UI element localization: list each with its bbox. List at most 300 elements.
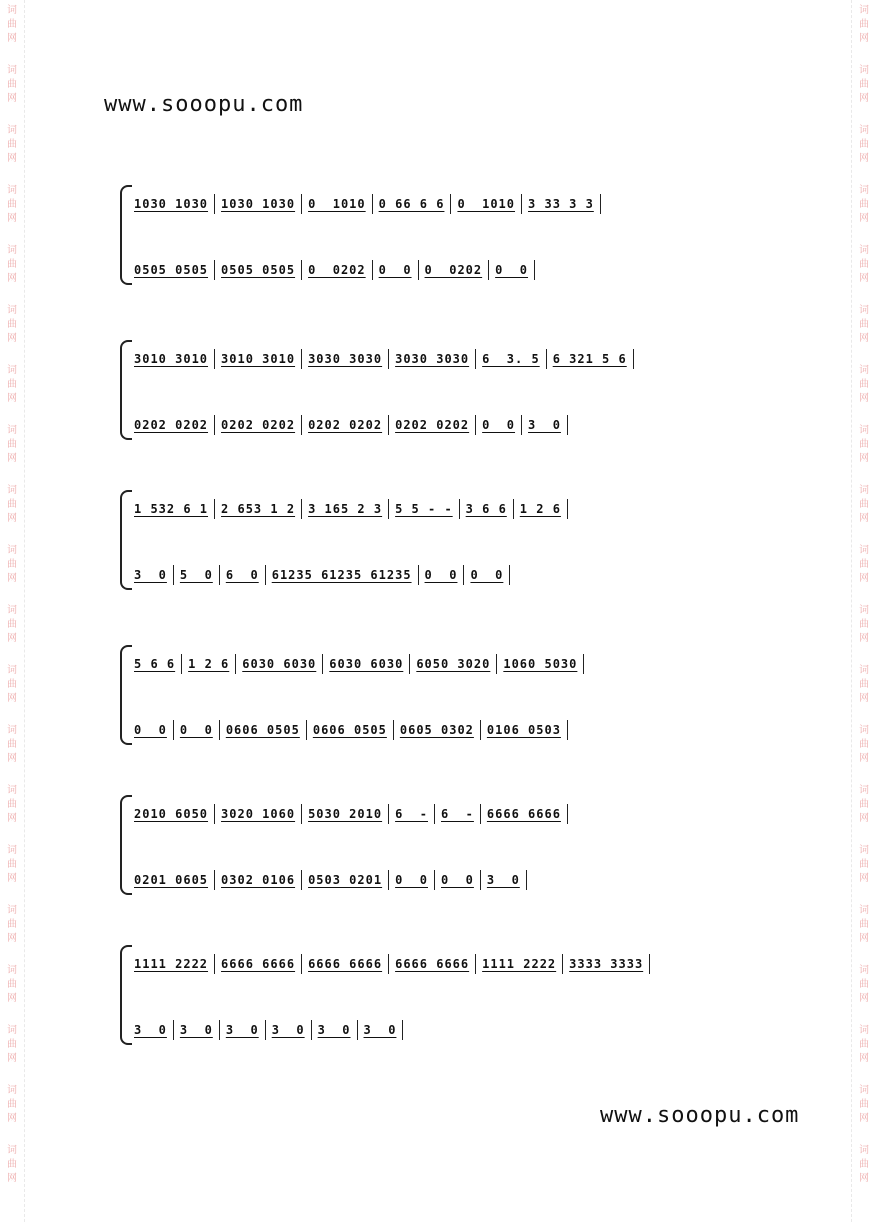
measure: 3333 3333 — [569, 957, 644, 971]
watermark-mark — [7, 844, 17, 886]
watermark-char: 词 — [859, 845, 869, 856]
watermark-char: 词 — [7, 605, 17, 616]
watermark-char: 曲 — [7, 619, 17, 630]
measure: 1 532 6 1 — [134, 502, 209, 516]
system-brace — [120, 795, 132, 895]
system-brace — [120, 490, 132, 590]
watermark-char: 词 — [859, 965, 869, 976]
watermark-char: 曲 — [7, 1039, 17, 1050]
watermark-char: 网 — [859, 333, 869, 344]
watermark-mark — [859, 484, 869, 526]
watermark-mark — [859, 64, 869, 106]
watermark-mark — [859, 544, 869, 586]
watermark-char: 曲 — [7, 259, 17, 270]
upper-part-line — [134, 348, 770, 370]
barline — [567, 804, 568, 824]
lower-part-line — [134, 259, 770, 281]
barline — [235, 654, 236, 674]
barline — [534, 260, 535, 280]
barline — [521, 194, 522, 214]
barline — [388, 804, 389, 824]
measure: 0 0 — [424, 568, 458, 582]
watermark-char: 曲 — [7, 859, 17, 870]
watermark-char: 词 — [7, 5, 17, 16]
measure: 0 1010 — [308, 197, 366, 211]
watermark-char: 网 — [859, 693, 869, 704]
barline — [214, 954, 215, 974]
score-system — [120, 185, 770, 285]
measure: 6050 3020 — [416, 657, 491, 671]
upper-part-line — [134, 653, 770, 675]
measure: 5 6 6 — [134, 657, 176, 671]
watermark-char: 曲 — [7, 1159, 17, 1170]
upper-part-line — [134, 193, 770, 215]
barline — [388, 870, 389, 890]
left-watermark-column — [0, 0, 25, 1222]
measure: 0 0202 — [424, 263, 483, 277]
measure: 3030 3030 — [308, 352, 383, 366]
measure: 0505 0505 — [134, 263, 209, 277]
measure: 2 653 1 2 — [221, 502, 296, 516]
watermark-char: 词 — [859, 725, 869, 736]
measure: 1060 5030 — [503, 657, 578, 671]
watermark-char: 曲 — [7, 199, 17, 210]
measure: 6666 6666 — [221, 957, 296, 971]
barline — [567, 415, 568, 435]
watermark-char: 词 — [859, 485, 869, 496]
measure: 0606 0505 — [225, 723, 300, 737]
watermark-mark — [7, 964, 17, 1006]
barline — [567, 499, 568, 519]
lower-part-line — [134, 869, 770, 891]
watermark-mark — [859, 244, 869, 286]
watermark-char: 网 — [859, 993, 869, 1004]
watermark-char: 曲 — [859, 559, 869, 570]
watermark-char: 网 — [859, 273, 869, 284]
watermark-mark — [7, 364, 17, 406]
watermark-char: 曲 — [7, 979, 17, 990]
barline — [372, 194, 373, 214]
watermark-char: 词 — [7, 965, 17, 976]
watermark-char: 网 — [859, 33, 869, 44]
barline — [388, 954, 389, 974]
barline — [372, 260, 373, 280]
measure: 2010 6050 — [134, 807, 209, 821]
watermark-char: 曲 — [859, 79, 869, 90]
watermark-mark — [7, 604, 17, 646]
watermark-char: 曲 — [859, 439, 869, 450]
measure: 6 - — [395, 807, 428, 821]
measure: 1 2 6 — [188, 657, 230, 671]
upper-part-line — [134, 953, 770, 975]
barline — [402, 1020, 403, 1040]
measure: 3 0 — [363, 1023, 397, 1037]
watermark-char: 词 — [7, 545, 17, 556]
watermark-char: 词 — [7, 665, 17, 676]
watermark-char: 曲 — [7, 679, 17, 690]
watermark-char: 网 — [7, 453, 17, 464]
watermark-char: 网 — [7, 333, 17, 344]
barline — [301, 260, 302, 280]
watermark-char: 词 — [7, 365, 17, 376]
measure: 6 321 5 6 — [552, 352, 627, 366]
watermark-char: 网 — [7, 873, 17, 884]
watermark-char: 词 — [859, 245, 869, 256]
watermark-char: 词 — [859, 605, 869, 616]
watermark-char: 词 — [859, 1145, 869, 1156]
watermark-char: 词 — [7, 1025, 17, 1036]
watermark-char: 词 — [7, 185, 17, 196]
site-url-bottom[interactable]: www.sooopu.com — [600, 1103, 800, 1128]
watermark-char: 网 — [7, 933, 17, 944]
measure: 3 6 6 — [465, 502, 507, 516]
measure: 0201 0605 — [134, 873, 209, 887]
watermark-char: 曲 — [7, 739, 17, 750]
watermark-char: 词 — [7, 485, 17, 496]
watermark-char: 词 — [7, 305, 17, 316]
watermark-char: 网 — [7, 1113, 17, 1124]
watermark-char: 曲 — [7, 439, 17, 450]
watermark-mark — [859, 904, 869, 946]
watermark-char: 网 — [859, 1113, 869, 1124]
measure: 3 0 — [179, 1023, 213, 1037]
barline — [450, 194, 451, 214]
watermark-char: 词 — [7, 1145, 17, 1156]
watermark-char: 曲 — [7, 79, 17, 90]
barline — [649, 954, 650, 974]
watermark-char: 词 — [859, 305, 869, 316]
watermark-char: 词 — [859, 185, 869, 196]
watermark-char: 曲 — [7, 559, 17, 570]
barline — [301, 804, 302, 824]
system-brace — [120, 185, 132, 285]
measure: 6 3. 5 — [482, 352, 540, 366]
measure: 3030 3030 — [395, 352, 470, 366]
watermark-mark — [859, 844, 869, 886]
barline — [488, 260, 489, 280]
barline — [219, 565, 220, 585]
upper-part-line — [134, 498, 770, 520]
measure: 0505 0505 — [221, 263, 296, 277]
barline — [434, 804, 435, 824]
measure: 0605 0302 — [399, 723, 474, 737]
lower-part-line — [134, 414, 770, 436]
watermark-mark — [859, 664, 869, 706]
score-system — [120, 795, 770, 895]
barline — [181, 654, 182, 674]
watermark-char: 网 — [7, 513, 17, 524]
lower-part-line — [134, 1019, 770, 1041]
barline — [521, 415, 522, 435]
barline — [418, 565, 419, 585]
watermark-char: 曲 — [7, 499, 17, 510]
watermark-mark — [7, 304, 17, 346]
measure: 61235 61235 61235 — [271, 568, 412, 582]
watermark-char: 曲 — [859, 619, 869, 630]
barline — [311, 1020, 312, 1040]
watermark-char: 曲 — [7, 1099, 17, 1110]
measure: 0 0 — [134, 723, 167, 737]
watermark-char: 词 — [7, 425, 17, 436]
watermark-char: 曲 — [859, 919, 869, 930]
barline — [475, 349, 476, 369]
watermark-mark — [7, 424, 17, 466]
measure: 1030 1030 — [134, 197, 209, 211]
watermark-char: 词 — [7, 785, 17, 796]
watermark-mark — [859, 364, 869, 406]
watermark-char: 曲 — [859, 979, 869, 990]
barline — [434, 870, 435, 890]
watermark-char: 词 — [859, 785, 869, 796]
watermark-char: 曲 — [859, 739, 869, 750]
watermark-char: 曲 — [859, 499, 869, 510]
watermark-mark — [7, 724, 17, 766]
measure: 0 1010 — [457, 197, 516, 211]
barline — [219, 720, 220, 740]
barline — [600, 194, 601, 214]
watermark-char: 网 — [7, 1053, 17, 1064]
measure: 0 0 — [495, 263, 529, 277]
watermark-mark — [7, 904, 17, 946]
measure: 0202 0202 — [134, 418, 209, 432]
score-system — [120, 945, 770, 1045]
barline — [214, 415, 215, 435]
barline — [322, 654, 323, 674]
system-brace — [120, 945, 132, 1045]
barline — [301, 870, 302, 890]
watermark-char: 曲 — [859, 259, 869, 270]
watermark-mark — [7, 244, 17, 286]
watermark-mark — [7, 124, 17, 166]
barline — [301, 954, 302, 974]
measure: 3 0 — [528, 418, 561, 432]
watermark-char: 网 — [7, 213, 17, 224]
watermark-char: 词 — [859, 425, 869, 436]
watermark-char: 网 — [7, 993, 17, 1004]
watermark-char: 词 — [859, 665, 869, 676]
measure: 6 0 — [225, 568, 259, 582]
watermark-mark — [859, 1144, 869, 1186]
measure: 1111 2222 — [134, 957, 209, 971]
measure: 0 0 — [395, 873, 428, 887]
watermark-char: 词 — [859, 365, 869, 376]
watermark-char: 网 — [7, 693, 17, 704]
watermark-char: 网 — [859, 873, 869, 884]
barline — [173, 720, 174, 740]
watermark-char: 网 — [859, 1173, 869, 1184]
barline — [219, 1020, 220, 1040]
barline — [214, 499, 215, 519]
watermark-char: 曲 — [7, 139, 17, 150]
measure: 6030 6030 — [242, 657, 317, 671]
watermark-mark — [859, 1024, 869, 1066]
measure: 0302 0106 — [221, 873, 296, 887]
measure: 6666 6666 — [308, 957, 383, 971]
barline — [480, 720, 481, 740]
watermark-char: 网 — [7, 393, 17, 404]
measure: 3020 1060 — [221, 807, 296, 821]
measure: 6 - — [441, 807, 474, 821]
barline — [475, 415, 476, 435]
measure: 0202 0202 — [308, 418, 383, 432]
barline — [357, 1020, 358, 1040]
watermark-char: 曲 — [859, 1039, 869, 1050]
measure: 6666 6666 — [395, 957, 470, 971]
watermark-char: 词 — [859, 65, 869, 76]
watermark-char: 曲 — [859, 859, 869, 870]
barline — [562, 954, 563, 974]
measure: 0606 0505 — [312, 723, 387, 737]
barline — [526, 870, 527, 890]
site-url-top[interactable]: www.sooopu.com — [104, 92, 304, 117]
barline — [214, 804, 215, 824]
watermark-mark — [859, 4, 869, 46]
barline — [480, 804, 481, 824]
measure: 0202 0202 — [221, 418, 296, 432]
watermark-mark — [7, 1144, 17, 1186]
barline — [475, 954, 476, 974]
measure: 0 0 — [378, 263, 412, 277]
watermark-mark — [859, 304, 869, 346]
barline — [306, 720, 307, 740]
watermark-char: 词 — [859, 1085, 869, 1096]
watermark-mark — [859, 964, 869, 1006]
barline — [480, 870, 481, 890]
watermark-char: 网 — [859, 573, 869, 584]
watermark-char: 网 — [7, 153, 17, 164]
watermark-char: 词 — [7, 245, 17, 256]
measure: 3 0 — [317, 1023, 351, 1037]
watermark-char: 网 — [859, 813, 869, 824]
barline — [509, 565, 510, 585]
lower-part-line — [134, 564, 770, 586]
barline — [388, 349, 389, 369]
barline — [301, 194, 302, 214]
measure: 0106 0503 — [486, 723, 561, 737]
watermark-char: 网 — [7, 813, 17, 824]
watermark-char: 网 — [859, 753, 869, 764]
watermark-char: 曲 — [859, 1099, 869, 1110]
measure: 5 5 - - — [395, 502, 453, 516]
measure: 3 0 — [271, 1023, 305, 1037]
upper-part-line — [134, 803, 770, 825]
score-system — [120, 490, 770, 590]
watermark-mark — [7, 64, 17, 106]
barline — [265, 1020, 266, 1040]
watermark-mark — [7, 784, 17, 826]
watermark-char: 词 — [7, 125, 17, 136]
watermark-char: 网 — [859, 393, 869, 404]
barline — [214, 349, 215, 369]
watermark-char: 曲 — [7, 919, 17, 930]
measure: 1030 1030 — [221, 197, 296, 211]
watermark-char: 曲 — [859, 139, 869, 150]
measure: 0 0 — [179, 723, 213, 737]
watermark-char: 网 — [859, 933, 869, 944]
measure: 6030 6030 — [329, 657, 404, 671]
barline — [409, 654, 410, 674]
barline — [214, 194, 215, 214]
measure: 0 0202 — [308, 263, 366, 277]
watermark-char: 网 — [859, 1053, 869, 1064]
watermark-char: 词 — [859, 545, 869, 556]
barline — [173, 565, 174, 585]
barline — [513, 499, 514, 519]
measure: 0503 0201 — [308, 873, 383, 887]
measure: 3 33 3 3 — [528, 197, 594, 211]
watermark-mark — [859, 784, 869, 826]
watermark-mark — [859, 604, 869, 646]
barline — [633, 349, 634, 369]
barline — [214, 260, 215, 280]
barline — [546, 349, 547, 369]
watermark-char: 词 — [859, 1025, 869, 1036]
measure: 3 0 — [225, 1023, 259, 1037]
watermark-char: 词 — [7, 905, 17, 916]
barline — [388, 415, 389, 435]
barline — [214, 870, 215, 890]
measure: 3 0 — [486, 873, 520, 887]
watermark-char: 曲 — [859, 1159, 869, 1170]
measure: 0 0 — [441, 873, 474, 887]
watermark-mark — [7, 1084, 17, 1126]
watermark-char: 词 — [859, 5, 869, 16]
measure: 1 2 6 — [519, 502, 561, 516]
watermark-mark — [859, 724, 869, 766]
measure: 3010 3010 — [134, 352, 209, 366]
measure: 5 0 — [179, 568, 213, 582]
watermark-char: 曲 — [859, 799, 869, 810]
watermark-char: 曲 — [7, 19, 17, 30]
barline — [301, 349, 302, 369]
barline — [463, 565, 464, 585]
watermark-mark — [7, 484, 17, 526]
watermark-mark — [859, 184, 869, 226]
watermark-char: 网 — [859, 453, 869, 464]
watermark-char: 曲 — [7, 379, 17, 390]
watermark-char: 曲 — [859, 679, 869, 690]
watermark-char: 词 — [7, 65, 17, 76]
measure: 5030 2010 — [308, 807, 383, 821]
watermark-char: 词 — [859, 125, 869, 136]
watermark-char: 网 — [859, 633, 869, 644]
watermark-char: 网 — [7, 573, 17, 584]
score-system — [120, 340, 770, 440]
measure: 0 66 6 6 — [378, 197, 445, 211]
watermark-mark — [859, 424, 869, 466]
measure: 0 0 — [470, 568, 504, 582]
measure: 1111 2222 — [482, 957, 557, 971]
barline — [567, 720, 568, 740]
watermark-char: 网 — [7, 753, 17, 764]
measure: 0202 0202 — [395, 418, 470, 432]
watermark-char: 网 — [7, 1173, 17, 1184]
barline — [459, 499, 460, 519]
watermark-mark — [7, 664, 17, 706]
watermark-char: 网 — [7, 633, 17, 644]
watermark-char: 曲 — [859, 199, 869, 210]
watermark-char: 曲 — [7, 799, 17, 810]
watermark-char: 曲 — [7, 319, 17, 330]
measure: 6666 6666 — [486, 807, 561, 821]
barline — [583, 654, 584, 674]
watermark-char: 词 — [7, 1085, 17, 1096]
barline — [388, 499, 389, 519]
system-brace — [120, 645, 132, 745]
measure: 0 0 — [482, 418, 516, 432]
watermark-mark — [7, 4, 17, 46]
measure: 3 0 — [134, 568, 167, 582]
